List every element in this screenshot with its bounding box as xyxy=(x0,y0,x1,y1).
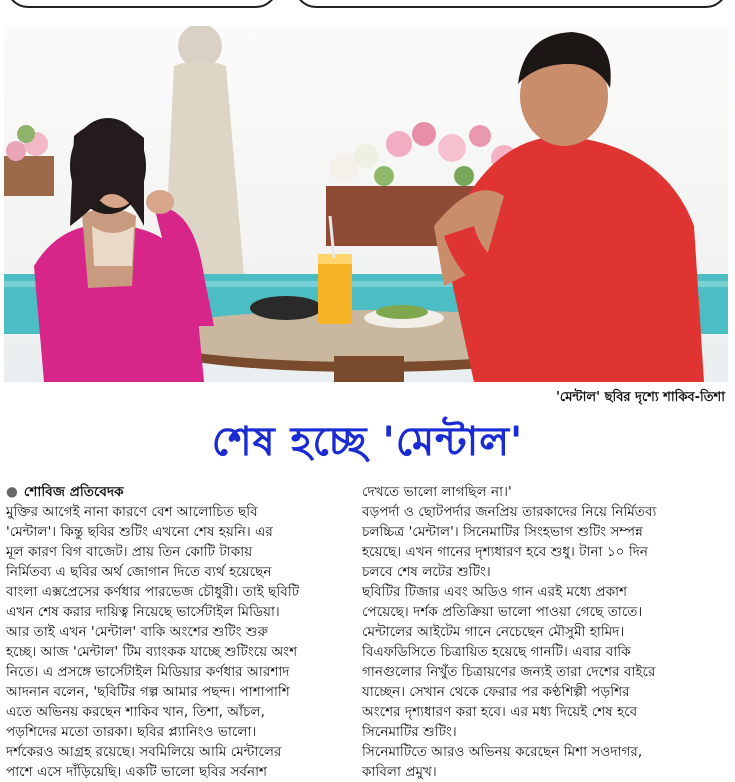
body-line: 'মেন্টাল'। কিন্তু ছবির শুটিং এখনো শেষ হয়নি। এর xyxy=(6,524,273,540)
body-line: বড়পর্দা ও ছোটপর্দার জনপ্রিয় তারকাদের নিয়ে নির্মিতব্য xyxy=(362,504,657,520)
body-line: মেন্টালের আইটেম গানে নেচেছেন মৌসুমী হামিদ। xyxy=(362,624,625,640)
article-headline: শেষ হচ্ছে 'মেন্টাল' xyxy=(211,418,524,465)
body-line: হয়েছে। এখন গানের দৃশ্যধারণ হবে শুধু। টানা ১০ দিন xyxy=(362,544,648,560)
body-line: নির্মিতব্য এ ছবির অর্থ জোগান দিতে ব্যর্থ হয়েছেন xyxy=(6,564,272,580)
body-line: মূল কারণ বিগ বাজেট। প্রায় তিন কোটি টাকায় xyxy=(6,544,253,560)
article-column-right xyxy=(362,482,724,782)
body-line: পড়শিদের মতো তারকা। ছবির প্ল্যানিংও ভালো। xyxy=(6,724,257,740)
body-line: এখন শেষ করার দায়িত্ব নিয়েছে ভার্সেটাইল মিডিয়া। xyxy=(6,604,280,620)
page-frame-left xyxy=(6,0,278,8)
body-line: বাংলা এক্সপ্রেসের কর্ণধার পারভেজ চৌধুরী। তাই ছবিটি xyxy=(6,584,300,600)
body-line: গানগুলোর নিখুঁত চিত্রায়ণের জন্যই তারা দেশের বাইরে xyxy=(362,664,656,680)
body-line: সিনেমাটির শুটিং। xyxy=(362,724,457,740)
body-line: আদনান বলেন, 'ছবিটির গল্প আমার পছন্দ। পাশাপাশি xyxy=(6,684,290,700)
article-photo xyxy=(4,26,728,382)
body-line: পাশে এসে দাঁড়িয়েছি। একটি ভালো ছবির সর্বনাশ xyxy=(6,764,268,780)
body-line: যাচ্ছেন। সেখান থেকে ফেরার পর কণ্ঠশিল্পী পড়শির xyxy=(362,684,630,700)
body-line: বিএফডিসিতে চিত্রায়িত হয়েছে গানটি। এবার বাকি xyxy=(362,644,631,660)
body-line: কাবিলা প্রমুখ। xyxy=(362,764,437,780)
body-line: অংশের দৃশ্যধারণ করা হবে। এর মধ্য দিয়েই শেষ হবে xyxy=(362,704,638,720)
body-line: চলচ্চিত্র 'মেন্টাল'। সিনেমাটির সিংহভাগ শুটিং সম্পন্ন xyxy=(362,524,643,540)
photo-caption: 'মেন্টাল' ছবির দৃশ্যে শাকিব-তিশা xyxy=(555,390,725,405)
photo-illustration xyxy=(4,26,728,382)
article-column-left xyxy=(6,482,354,782)
body-line: এতে অভিনয় করছেন শাকিব খান, তিশা, আঁচল, xyxy=(6,704,265,720)
body-line: পেয়েছে। দর্শক প্রতিক্রিয়া ভালো পাওয়া গেছে তাতে। xyxy=(362,604,643,620)
body-line: সিনেমাটিতে আরও অভিনয় করেছেন মিশা সওদাগর, xyxy=(362,744,643,760)
body-line: মুক্তির আগেই নানা কারণে বেশ আলোচিত ছবি xyxy=(6,504,258,520)
body-line: নিতে। এ প্রসঙ্গে ভার্সেটাইল মিডিয়ার কর্ণধার আরশাদ xyxy=(6,664,290,680)
byline xyxy=(6,482,354,502)
byline-bullet: ● xyxy=(6,484,18,500)
body-line: ছবিটির টিজার এবং অডিও গান এরই মধ্যে প্রকাশ xyxy=(362,584,628,600)
page-frame-right xyxy=(294,0,728,8)
body-line: দর্শকেরও আগ্রহ রয়েছে। সবমিলিয়ে আমি মেন্টালের xyxy=(6,744,282,760)
body-line: আর তাই এখন 'মেন্টাল' বাকি অংশের শুটিং শুরু xyxy=(6,624,268,640)
body-line: চলবে শেষ লটের শুটিং। xyxy=(362,564,491,580)
body-line: হচ্ছে। আজ 'মেন্টাল' টিম ব্যাংকক যাচ্ছে শুটিংয়ে অংশ xyxy=(6,644,298,660)
byline-text: শোবিজ প্রতিবেদক xyxy=(23,484,124,500)
body-line: দেখতে ভালো লাগছিল না।' xyxy=(362,484,512,500)
